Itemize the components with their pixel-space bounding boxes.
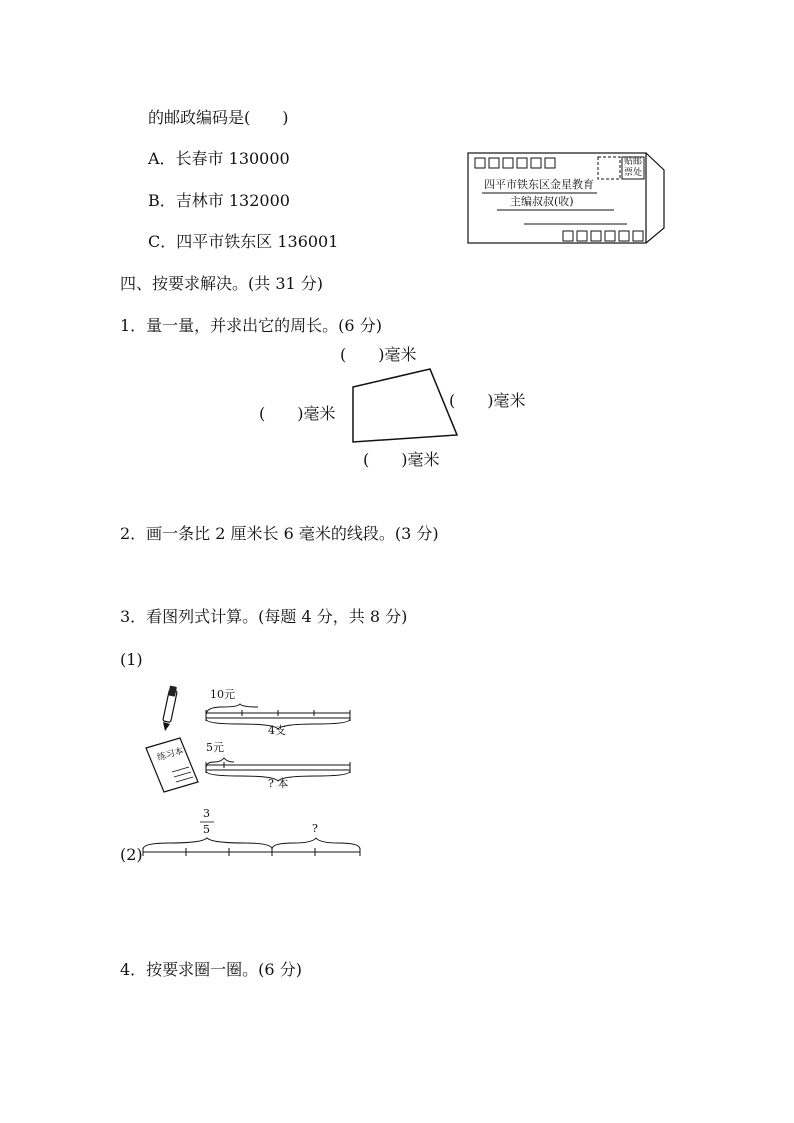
q2-text: 2．画一条比 2 厘米长 6 毫米的线段。(3 分) — [120, 524, 439, 543]
pen-price: 10元 — [210, 688, 235, 701]
q1-blank-top: ( )毫米 — [340, 345, 417, 364]
envelope-address: 四平市铁东区金星教育 — [484, 178, 594, 191]
fraction-numerator: 3 — [203, 807, 210, 820]
option-c: C．四平市铁东区 136001 — [148, 232, 339, 251]
envelope-recipient: 主编叔叔(收) — [510, 195, 574, 208]
q1-blank-right: ( )毫米 — [449, 391, 526, 410]
book-total: ? 本 — [268, 777, 289, 790]
fraction-denominator: 5 — [203, 823, 210, 836]
stamp-text-2: 票处 — [624, 168, 643, 178]
stamp-text-1: 贴邮 — [624, 157, 643, 167]
section-heading: 四、按要求解决。(共 31 分) — [120, 274, 324, 293]
option-b: B．吉林市 132000 — [148, 191, 290, 210]
question-stem-tail: 的邮政编码是( ) — [148, 108, 289, 127]
q4-text: 4．按要求圈一圈。(6 分) — [120, 960, 302, 979]
q3-sub1-label: (1) — [120, 650, 143, 669]
q3-text: 3．看图列式计算。(每题 4 分，共 8 分) — [120, 607, 408, 626]
unknown-mark: ? — [312, 822, 318, 835]
q3-sub2-label: (2) — [120, 845, 143, 864]
option-a: A．长春市 130000 — [148, 149, 290, 168]
q1-text: 1．量一量，并求出它的周长。(6 分) — [120, 316, 382, 335]
book-price: 5元 — [206, 741, 224, 754]
q1-blank-bottom: ( )毫米 — [363, 450, 440, 469]
pen-total: 4支 — [268, 724, 286, 737]
q1-blank-left: ( )毫米 — [259, 404, 336, 423]
notebook-cover: 练习本 — [156, 746, 185, 764]
